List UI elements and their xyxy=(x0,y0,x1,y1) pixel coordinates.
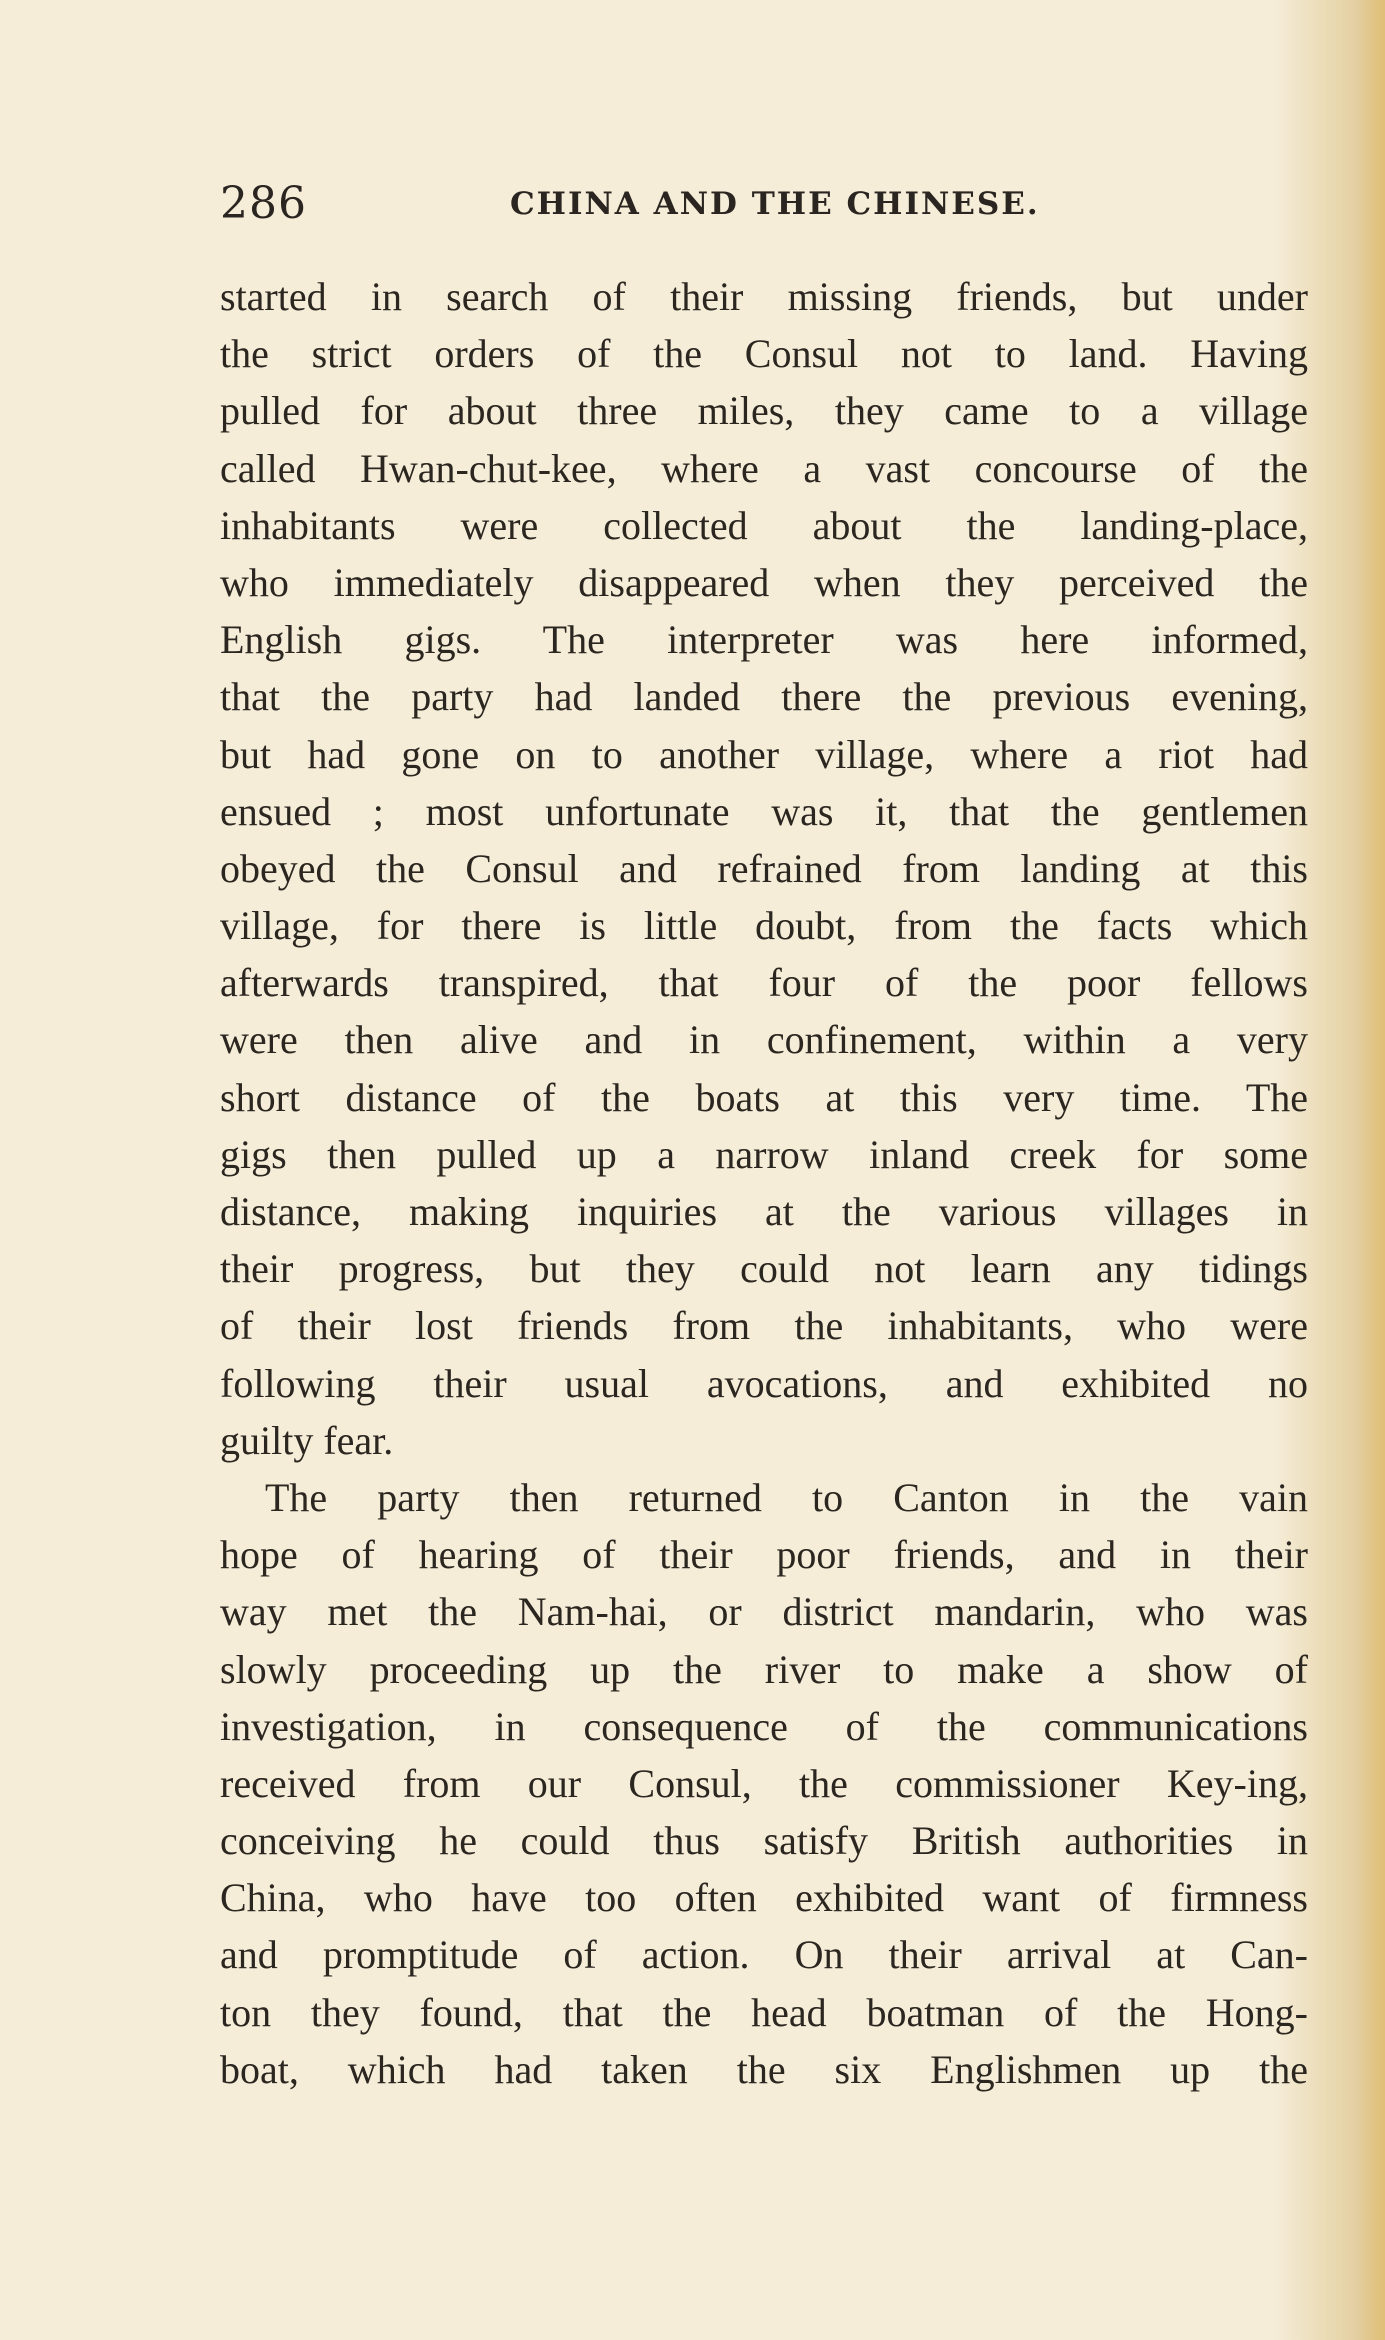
text-line: were then alive and in confinement, within a very xyxy=(220,1017,1308,1063)
text-line: ensued ; most unfortunate was it, that the gentlemen xyxy=(220,788,1308,834)
text-line: afterwards transpired, that four of the poor fellows xyxy=(220,960,1308,1006)
running-title: CHINA AND THE CHINESE. xyxy=(510,186,1040,222)
text-line: China, who have too often exhibited want of firmness xyxy=(220,1875,1308,1921)
text-line: short distance of the boats at this very time. The xyxy=(220,1074,1308,1120)
text-line: way met the Nam-hai, or district mandarin, who was xyxy=(220,1589,1308,1635)
paragraph-end-line: guilty fear. xyxy=(220,1417,394,1463)
text-line: but had gone on to another village, where a riot had xyxy=(220,731,1308,777)
text-line: village, for there is little doubt, from the facts which xyxy=(220,903,1308,949)
text-line: boat, which had taken the six Englishmen up the xyxy=(220,2046,1308,2092)
paragraph-start-line: The party then returned to Canton in the vain xyxy=(265,1474,1308,1520)
text-line: following their usual avocations, and exhibited no xyxy=(220,1360,1308,1406)
text-line: called Hwan-chut-kee, where a vast concourse of the xyxy=(220,445,1308,491)
text-line: their progress, but they could not learn any tidings xyxy=(220,1246,1308,1292)
text-line: of their lost friends from the inhabitants, who were xyxy=(220,1303,1308,1349)
text-line: gigs then pulled up a narrow inland creek for some xyxy=(220,1131,1308,1177)
text-line: investigation, in consequence of the communications xyxy=(220,1703,1308,1749)
page-header xyxy=(220,178,1300,238)
page-edge-shading xyxy=(1357,0,1385,2340)
text-line: received from our Consul, the commissioner Key-ing, xyxy=(220,1760,1308,1806)
text-line: inhabitants were collected about the landing-place, xyxy=(220,502,1308,548)
text-line: and promptitude of action. On their arrival at Can- xyxy=(220,1932,1308,1978)
text-line: slowly proceeding up the river to make a show of xyxy=(220,1646,1308,1692)
text-line: pulled for about three miles, they came to a village xyxy=(220,388,1308,434)
text-line: English gigs. The interpreter was here informed, xyxy=(220,617,1308,663)
text-line: obeyed the Consul and refrained from landing at this xyxy=(220,845,1308,891)
text-line: started in search of their missing friends, but under xyxy=(220,274,1308,319)
text-line: conceiving he could thus satisfy British authorities in xyxy=(220,1818,1308,1864)
text-line: who immediately disappeared when they perceived the xyxy=(220,559,1308,605)
text-line: the strict orders of the Consul not to land. Having xyxy=(220,331,1308,377)
text-line: distance, making inquiries at the various villages in xyxy=(220,1189,1308,1234)
text-line: ton they found, that the head boatman of the Hong- xyxy=(220,1989,1308,2035)
body-text xyxy=(220,268,1308,2098)
page-number: 286 xyxy=(220,178,307,229)
text-line: hope of hearing of their poor friends, and in their xyxy=(220,1532,1308,1578)
text-line: that the party had landed there the previous evening, xyxy=(220,674,1308,720)
